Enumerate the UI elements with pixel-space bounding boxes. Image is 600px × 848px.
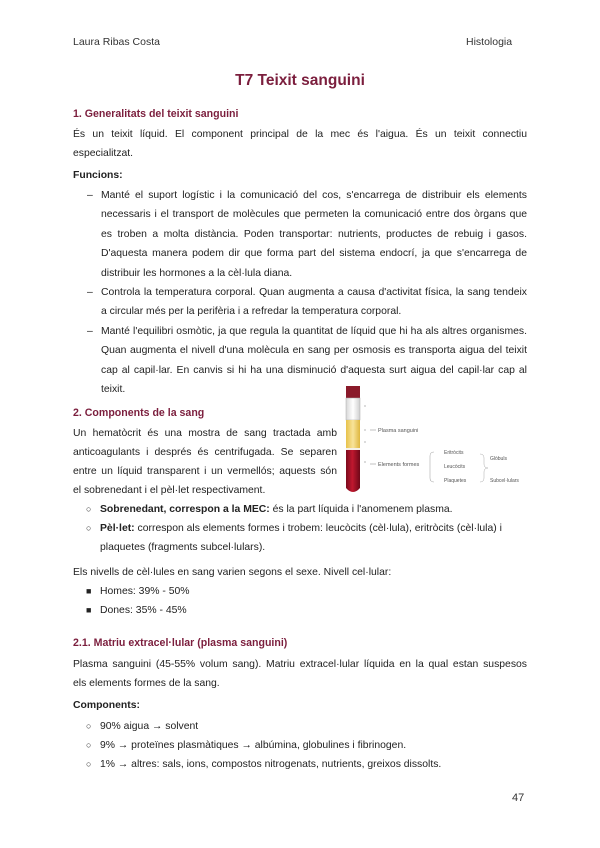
circle-bullet-icon: ○ [86,504,92,514]
tube-empty [346,398,360,420]
component-2-text: 9% → proteïnes plasmàtiques → albúmina, globulines i fibrinogen. [100,740,407,751]
section-2-1-heading: 2.1. Matriu extracel·lular (plasma sanguini) [73,637,288,649]
funcio-1-text: Manté el suport logístic i la comunicació del cos, s'encarrega de distribuir els elements necessaris i el transport de molècules que permeten la comunicació entre dos òrgans que es troben a molta distància. Poden transportar: nutrients, productes de rebuig i gasos. D'aquesta manera podem dir que forma part del sistema endocrí, ja que s'encarrega de distribuir les hormones a la cèl·lula diana. [101,190,527,279]
sobrenedant-bold: Sobrenedant, correspon a la MEC: [100,504,270,515]
pellet-bold: Pèl·let: [100,523,135,534]
component-3-text: 1% → altres: sals, ions, compostos nitrogenats, nutrients, greixos dissolts. [100,759,442,770]
label-plasma-sanguini: Plasma sanguini [378,428,419,434]
pellet-text: correspon als elements formes i trobem: leucòcits (cèl·lula), eritròcits (cèl·lula) i [134,523,502,534]
funcions-label: Funcions: [73,170,123,181]
circle-bullet-icon: ○ [86,721,92,731]
page-title: T7 Teixit sanguini [235,72,365,89]
label-eritrocits: Eritròcits [444,450,464,456]
dash-marker: – [87,287,93,299]
component-item-3 [86,755,441,774]
dash-marker: – [87,190,93,201]
header-author: Laura Ribas Costa [73,36,160,48]
sobrenedant-text: és la part líquida i l'anomenem plasma. [269,504,453,515]
tube-cap [346,386,360,398]
homes-item [86,582,190,601]
hematocrit-figure [338,384,530,502]
pellet-text-line2: plaquetes (fragments subcel·lulars). [100,542,266,553]
component-1-text: 90% aigua → solvent [100,721,199,732]
header-subject: Histologia [466,36,513,48]
dash-marker: – [87,325,93,337]
section-2-line4: el sobrenedant i el pèl·let respectivament. [73,485,266,496]
page-number: 47 [512,792,525,804]
nivells-text: Els nivells de cèl·lules en sang varien segons el sexe. Nivell cel·lular: [73,567,392,578]
component-item-2 [86,736,406,755]
tube-red-layer [346,450,360,492]
circle-bullet-icon: ○ [86,523,92,533]
section-2-line1: Un hematòcrit és una mostra de sang tractada amb [73,428,337,439]
square-bullet-icon: ■ [86,586,92,596]
section-1-intro-line2: especialitzat. [73,148,134,159]
circle-bullet-icon: ○ [86,740,92,750]
section-1-heading: 1. Generalitats del teixit sanguini [73,108,239,120]
funcions-list [73,186,527,399]
pellet-bullet-1 [86,500,527,519]
section-1-intro-line1: És un teixit líquid. El component principal de la mec és l'aigua. És un teixit connectiu [73,129,527,140]
label-elements-formes: Elements formes [378,462,420,468]
section-2-line2: anticoagulants i després és centrifugada. Se separen [73,447,337,458]
label-globuls: Glòbuls [490,456,507,462]
dones-text: Dones: 35% - 45% [100,605,187,616]
funcio-2-text: Controla la temperatura corporal. Quan augmenta a causa d'activitat física, la sang tendeix a circular més per la perifèria i a refredar la temperatura corporal. [101,287,527,318]
label-plaquetes: Plaquetes [444,478,467,484]
components-label: Components: [73,700,140,711]
list-item [73,283,527,322]
tube-plasma-layer [346,420,360,448]
label-subcel: Subcel·lulars [490,478,519,484]
funcio-3-text: Manté l'equilibri osmòtic, ja que regula la quantitat de líquid que hi ha als altres organismes. Quan augmenta el nivell d'una molècula en sang per osmosis es transporta aigua del teixit cap al capil·lar. En canvis si hi ha una disminució d'aquesta surt aigua del capil·lar cap al teixit. [101,325,527,396]
homes-text: Homes: 39% - 50% [100,586,190,597]
section-2-1-line2: els elements formes de la sang. [73,678,220,689]
section-2-1-line1: Plasma sanguini (45-55% volum sang). Matriu extracel·lular líquida en la qual estan suspesos [73,659,527,670]
component-item-1 [86,717,198,736]
dones-item [86,601,187,620]
list-item [73,186,527,283]
hematocrit-svg [338,384,530,502]
pellet-bullet-2 [86,519,527,538]
label-leucocits: Leucòcits [444,464,466,470]
section-2-heading: 2. Components de la sang [73,407,205,419]
tube-buffy-coat [346,448,360,450]
square-bullet-icon: ■ [86,605,92,615]
section-2-line3: entre un líquid transparent i un vermellós; aquests són [73,466,337,477]
circle-bullet-icon: ○ [86,759,92,769]
